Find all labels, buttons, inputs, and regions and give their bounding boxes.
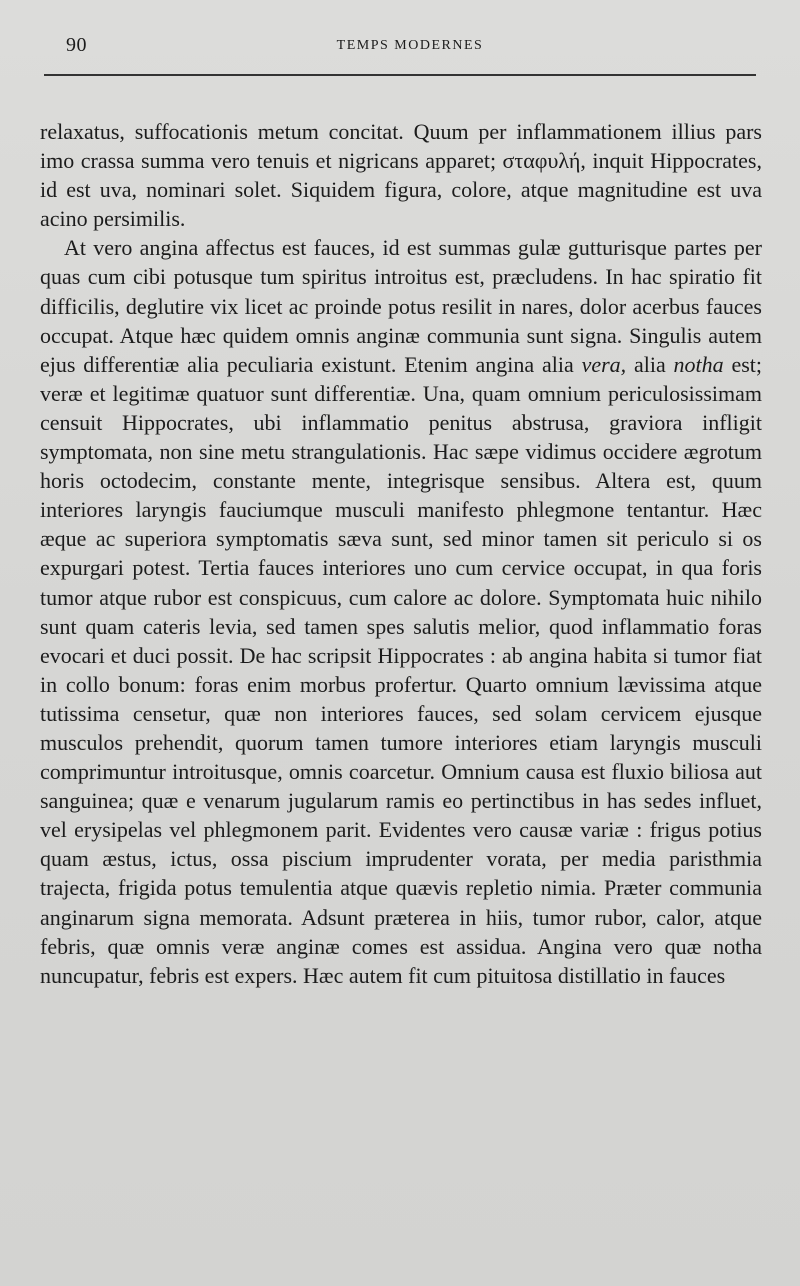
paragraph-2-text-b: alia (633, 351, 666, 377)
paragraph-2-text-a: At vero angina affectus est fauces, id est summas gulæ gutturisque partes per quas cum cibi potusque tum spiritus introitus est, præcludens. In hac spiratio fit difficilis, deglutire vix licet ac proinde potus resilit in nares, dolor acerbus fauces occupat. Atque hæc quidem omnis anginæ communia sunt signa. Singulis autem ejus differentiæ alia peculiaria existunt. Etenim angina alia (40, 235, 762, 377)
italic-vera: vera, (581, 351, 627, 377)
body-text (40, 117, 762, 990)
paragraph-2-text-c: est; veræ et legitimæ quatuor sunt differentiæ. Una, quam omnium periculosissimam censuit Hippocrates, ubi inflammatio penitus abstrusa, graviora infligit symptomata, non sine metu strangulationis. Hac sæpe vidimus occidere ægrotum horis octodecim, constante mente, integrisque sensibus. Altera est, quum interiores laryngis fauciumque musculi manifesto phlegmone tentantur. Hæc æque ac superiora symptomatis sæva sunt, sed minor tamen sit periculo si os expurgari potest. Tertia fauces interiores uno cum cervice occupat, in qua foris tumor atque rubor est conspicuus, cum calore ac dolore. Symptomata huic nihilo sunt quam cateris levia, sed tamen spes salutis melior, quod inflammatio foras evocari et duci possit. De hac scripsit Hippocrates : ab angina habita si tumor fiat in collo bonum: foras enim morbus profertur. Quarto omnium lævissima atque tutissima censetur, quæ non interiores fauces, sed solam cervicem ejusque musculos prehendit, quorum tamen tumore interiores etiam laryngis musculi comprimuntur introitusque, omnis coarcetur. Omnium causa est fluxio biliosa aut sanguinea; quæ e venarum jugularum ramis eo pertinctibus in has sedes influet, vel erysipelas vel phlegmonem parit. Evidentes vero causæ variæ : frigus potius quam æstus, ictus, ossa piscium imprudenter vorata, per media paristhmia trajecta, frigida potus temulentia atque quævis repletio nimia. Præter communia anginarum signa memorata. Adsunt præterea in hiis, tumor rubor, calor, atque febris, quæ omnis veræ anginæ comes est assidua. Angina vero quæ notha nuncupatur, febris est expers. Hæc autem fit cum pituitosa distillatio in fauces (40, 351, 763, 988)
italic-notha: notha (673, 351, 724, 377)
paragraph-1: relaxatus, suffocationis metum concitat. Quum per inflammationem illius pars imo crassa summa vero tenuis et nigricans apparet; σταφυλή, inquit Hippocrates, id est uva, nominari solet. Siquidem figura, colore, atque magnitudine est uva acino persimilis. (40, 119, 762, 232)
page-number: 90 (66, 34, 87, 56)
paragraph-2 (40, 233, 762, 989)
page-header (60, 34, 760, 58)
running-head: TEMPS MODERNES (336, 38, 484, 53)
header-rule (44, 74, 756, 76)
